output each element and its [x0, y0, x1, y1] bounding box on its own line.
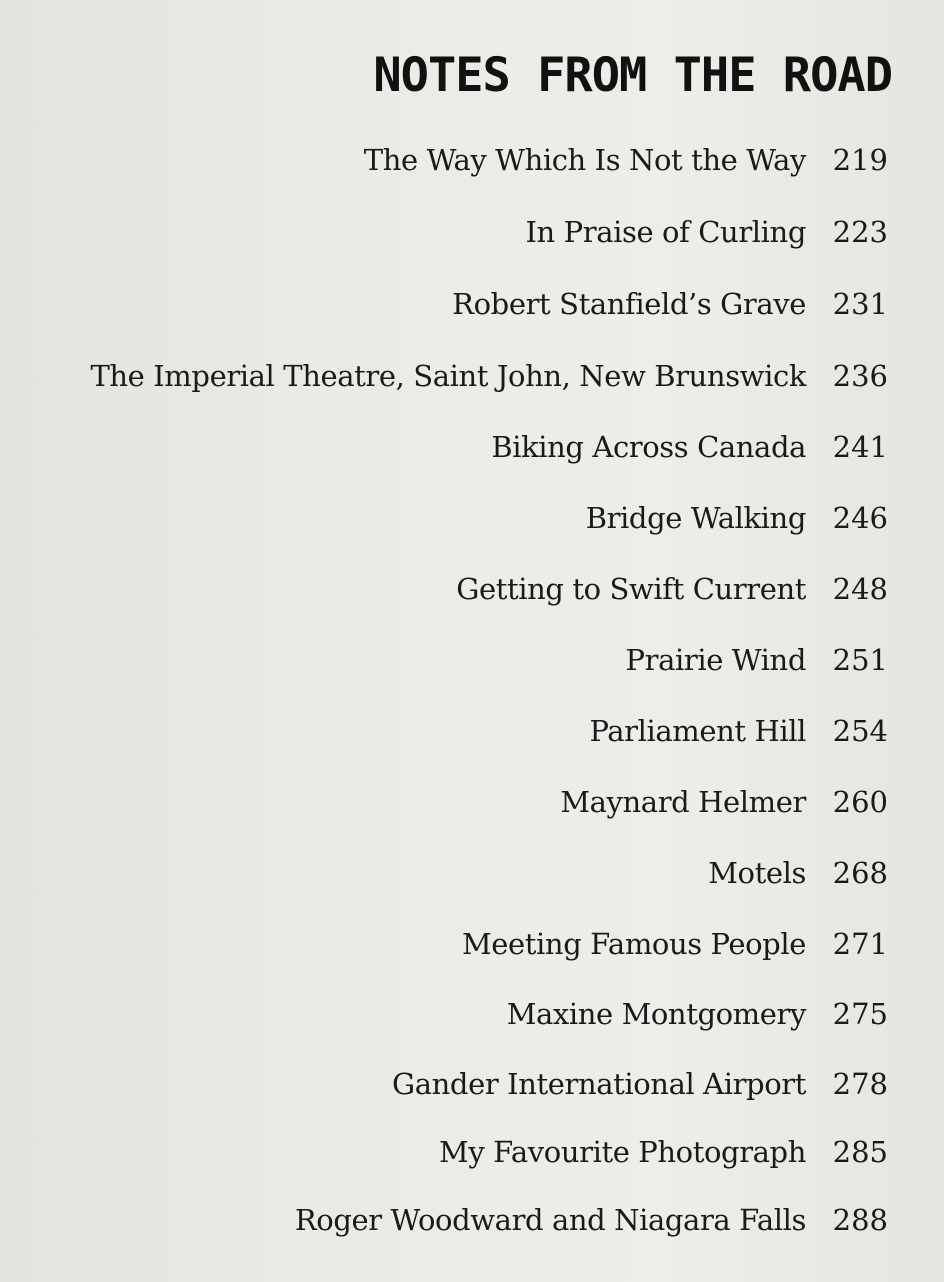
toc-entry-page: 231 [832, 287, 888, 321]
toc-entry-title: Maynard Helmer [560, 785, 806, 819]
toc-entry-title: In Praise of Curling [525, 215, 806, 249]
toc-entry-title: Biking Across Canada [491, 430, 806, 464]
toc-entry[interactable] [560, 780, 888, 824]
toc-entry[interactable] [295, 1198, 888, 1242]
toc-entry-page: 251 [832, 643, 888, 677]
toc-entry[interactable] [708, 851, 888, 895]
toc-entry[interactable] [589, 709, 888, 753]
toc-entry-page: 278 [832, 1067, 888, 1101]
toc-entry[interactable] [507, 992, 888, 1036]
toc-entry[interactable] [392, 1062, 888, 1106]
toc-entry-page: 260 [832, 785, 888, 819]
toc-entry[interactable] [439, 1130, 888, 1174]
toc-entry-page: 285 [832, 1135, 888, 1169]
toc-entry-page: 236 [832, 359, 888, 393]
toc-entry[interactable] [586, 496, 888, 540]
toc-entry-title: Getting to Swift Current [456, 572, 806, 606]
toc-entry[interactable] [491, 425, 888, 469]
toc-entry-page: 275 [832, 997, 888, 1031]
toc-entry-title: My Favourite Photograph [439, 1135, 806, 1169]
toc-entry-title: Bridge Walking [585, 501, 806, 535]
toc-entry[interactable] [456, 567, 888, 611]
toc-entry-page: 219 [832, 143, 888, 177]
toc-entry-title: Motels [708, 856, 806, 890]
show-through-heading [20, 690, 400, 740]
toc-entry-title: Roger Woodward and Niagara Falls [294, 1203, 806, 1237]
section-heading: NOTES FROM THE ROAD [373, 48, 892, 103]
toc-entry[interactable] [364, 138, 888, 182]
toc-entry-page: 271 [832, 927, 888, 961]
toc-entry-title: Robert Stanfield’s Grave [452, 287, 806, 321]
toc-entry[interactable] [626, 638, 888, 682]
toc-entry-page: 254 [832, 714, 888, 748]
toc-entry-title: Maxine Montgomery [506, 997, 806, 1031]
toc-entry-title: Gander International Airport [392, 1067, 806, 1101]
toc-entry-title: Prairie Wind [625, 643, 806, 677]
toc-entry-page: 246 [832, 501, 888, 535]
toc-entry[interactable] [90, 354, 888, 398]
toc-entry-page: 223 [832, 215, 888, 249]
toc-entry-page: 241 [832, 430, 888, 464]
toc-entry[interactable] [526, 210, 889, 254]
toc-entry-title: Meeting Famous People [461, 927, 806, 961]
toc-entry[interactable] [462, 922, 888, 966]
toc-entry-page: 288 [832, 1203, 888, 1237]
toc-entry-page: 268 [832, 856, 888, 890]
toc-entry-page: 248 [832, 572, 888, 606]
toc-entry-title: The Imperial Theatre, Saint John, New Brunswick [90, 359, 806, 393]
toc-entry[interactable] [452, 282, 888, 326]
toc-entry-title: Parliament Hill [589, 714, 806, 748]
toc-entry-title: The Way Which Is Not the Way [363, 143, 806, 177]
